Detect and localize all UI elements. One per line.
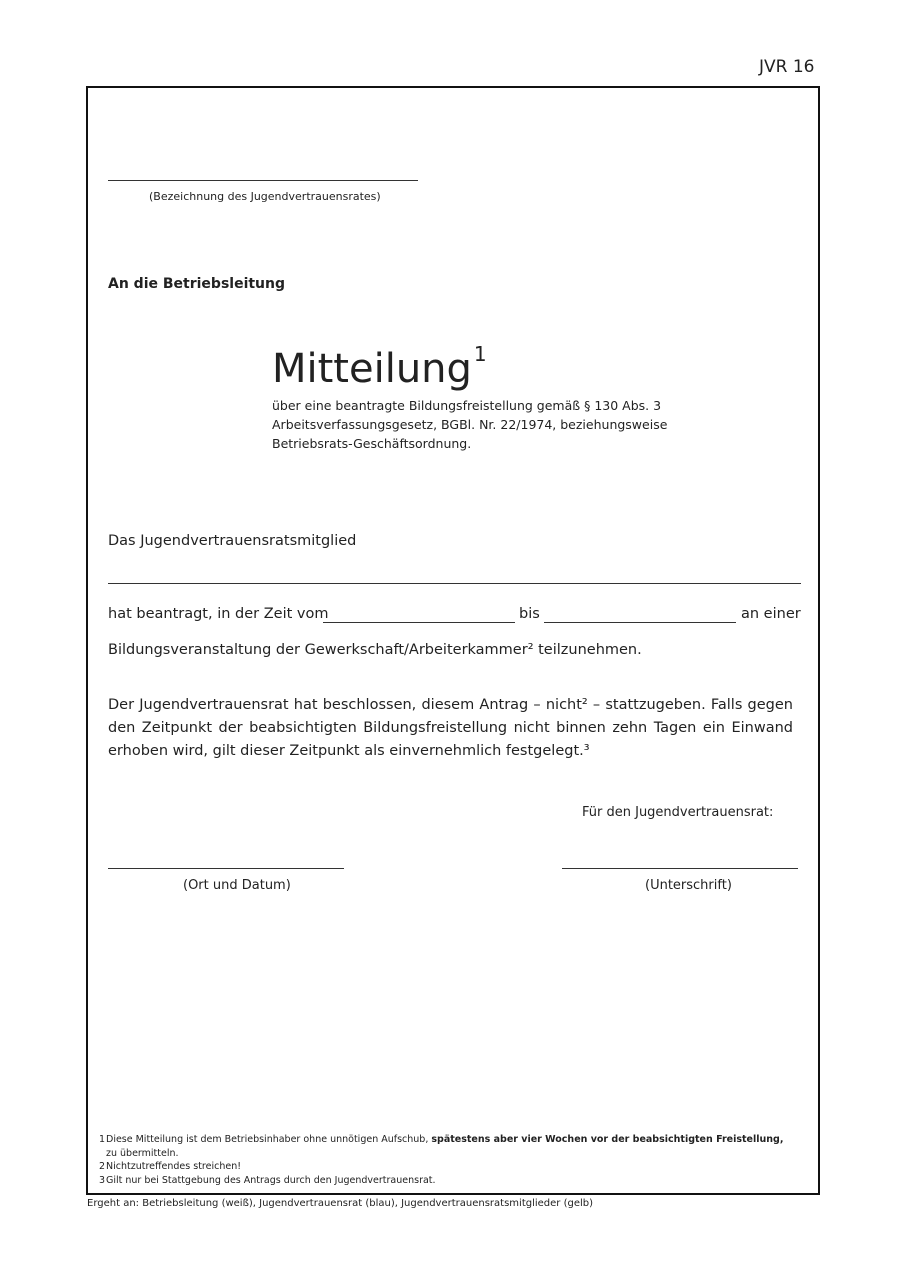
member-label: Das Jugendvertrauensratsmitglied [108,533,357,549]
subtitle-line: Arbeitsverfassungsgesetz, BGBl. Nr. 22/1974, beziehungsweise [272,417,668,432]
date-from-field[interactable] [323,622,515,623]
decision-paragraph: Der Jugendvertrauensrat hat beschlossen, diesem Antrag – nicht² – stattzugeben. Falls gegen den Zeitpunkt der beabsichtigten Bildungsfreistellung nicht binnen zehn Tagen ein Einwand erhoben wird, gilt dieser Zeitpunkt als einvernehmlich festgelegt.³ [108,697,793,759]
subtitle-line: Betriebsrats-Geschäftsordnung. [272,436,472,451]
footnote-2 [99,1160,799,1174]
request-suffix: an einer [741,606,801,622]
title-footnote-marker: 1 [473,342,487,366]
form-code: JVR 16 [759,57,815,77]
request-mid: bis [519,606,540,622]
signature-caption: (Unterschrift) [645,878,732,893]
council-name-caption: (Bezeichnung des Jugendvertrauensrates) [149,190,381,203]
for-council-label: Für den Jugendvertrauensrat: [582,805,774,820]
subtitle-line: über eine beantragte Bildungsfreistellung gemäß § 130 Abs. 3 [272,398,662,413]
footnote-number: 3 [99,1174,106,1186]
footnote-text: Diese Mitteilung ist dem Betriebsinhaber ohne unnötigen Aufschub, spätestens aber vier Wochen vor der beabsichtigten Freistellung, zu übermitteln. [106,1134,784,1159]
date-to-field[interactable] [544,622,736,623]
signature-field[interactable] [562,868,798,869]
footnote-1 [99,1133,799,1160]
footnote-3 [99,1174,799,1188]
event-line: Bildungsveranstaltung der Gewerkschaft/Arbeiterkammer² teilzunehmen. [108,642,642,658]
footnote-number: 2 [99,1161,106,1172]
addressee: An die Betriebsleitung [108,276,286,292]
request-prefix: hat beantragt, in der Zeit vom [108,606,329,622]
council-name-field[interactable] [108,180,418,181]
place-date-caption: (Ort und Datum) [183,878,291,893]
footnote-text: Nichtzutreffendes streichen! [106,1161,242,1172]
footnote-number: 1 [99,1134,106,1145]
distribution-note: Ergeht an: Betriebsleitung (weiß), Jugendvertrauensrat (blau), Jugendvertrauensratsmitglieder (gelb) [87,1198,594,1209]
member-name-field[interactable] [108,583,801,584]
document-title [272,342,487,392]
footnotes [99,1133,799,1187]
document-subtitle [272,396,692,453]
title-text: Mitteilung [272,346,472,392]
footnote-text: Gilt nur bei Stattgebung des Antrags durch den Jugendvertrauensrat. [106,1174,436,1186]
place-date-field[interactable] [108,868,344,869]
form-frame [86,86,820,1195]
